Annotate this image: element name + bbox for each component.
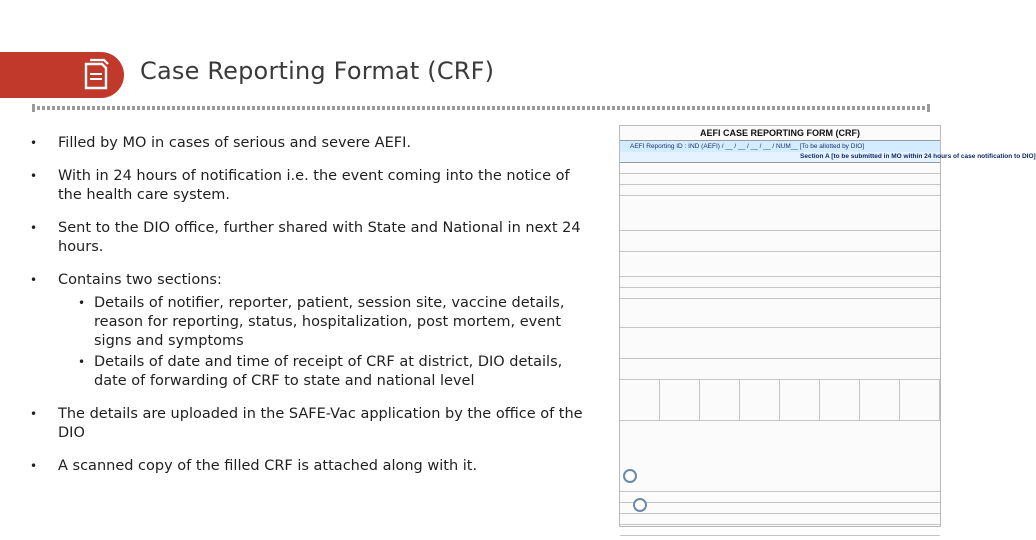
form-row	[620, 525, 940, 536]
bullet-item: • Contains two sections: • Details of notifier, reporter, patient, session site, vaccine details, reason for reporting, status, hospitalization, post mortem, event signs and symptoms • Details of date and time of receipt of CRF at district, DIO details, date of forwarding of CRF to state and national level	[28, 271, 593, 391]
form-block	[620, 328, 940, 359]
form-row	[620, 163, 940, 174]
form-block	[620, 196, 940, 231]
page-title: Case Reporting Format (CRF)	[140, 57, 495, 85]
dotted-divider	[32, 104, 930, 112]
document-stack-icon	[80, 58, 112, 92]
form-vaccine-table	[620, 380, 940, 421]
selection-handle-icon	[623, 469, 637, 483]
form-block	[620, 299, 940, 328]
form-row	[620, 288, 940, 299]
form-block	[620, 421, 940, 492]
form-row	[620, 514, 940, 525]
form-row	[620, 277, 940, 288]
form-row	[620, 185, 940, 196]
bullet-list	[28, 134, 593, 490]
bullet-item: • The details are uploaded in the SAFE-Vac application by the office of the DIO	[28, 405, 593, 443]
form-section-label: Section A [to be submitted in MO within 24 hours of case notification to DIO]	[620, 152, 940, 163]
form-block	[620, 359, 940, 380]
form-row	[620, 503, 940, 514]
form-title: AEFI CASE REPORTING FORM (CRF)	[620, 126, 940, 141]
form-block	[620, 252, 940, 277]
sub-bullet-list	[58, 294, 593, 391]
sub-bullet-item: • Details of notifier, reporter, patient, session site, vaccine details, reason for reporting, status, hospitalization, post mortem, event signs and symptoms	[58, 294, 593, 351]
bullet-item: • A scanned copy of the filled CRF is attached along with it.	[28, 457, 593, 476]
form-block	[620, 231, 940, 252]
bullet-item: • With in 24 hours of notification i.e. the event coming into the notice of the health care system.	[28, 167, 593, 205]
form-row	[620, 174, 940, 185]
form-id-line: AEFI Reporting ID : IND (AEFI) / __ / __ / __ / __ / NUM__ [To be allotted by DIO]	[620, 141, 940, 152]
crf-form-image	[619, 125, 1036, 527]
bullet-item: • Filled by MO in cases of serious and severe AEFI.	[28, 134, 593, 153]
sub-bullet-item: • Details of date and time of receipt of CRF at district, DIO details, date of forwarding of CRF to state and national level	[58, 353, 593, 391]
selection-handle-icon	[633, 498, 647, 512]
form-row	[620, 492, 940, 503]
bullet-item: • Sent to the DIO office, further shared with State and National in next 24 hours.	[28, 219, 593, 257]
